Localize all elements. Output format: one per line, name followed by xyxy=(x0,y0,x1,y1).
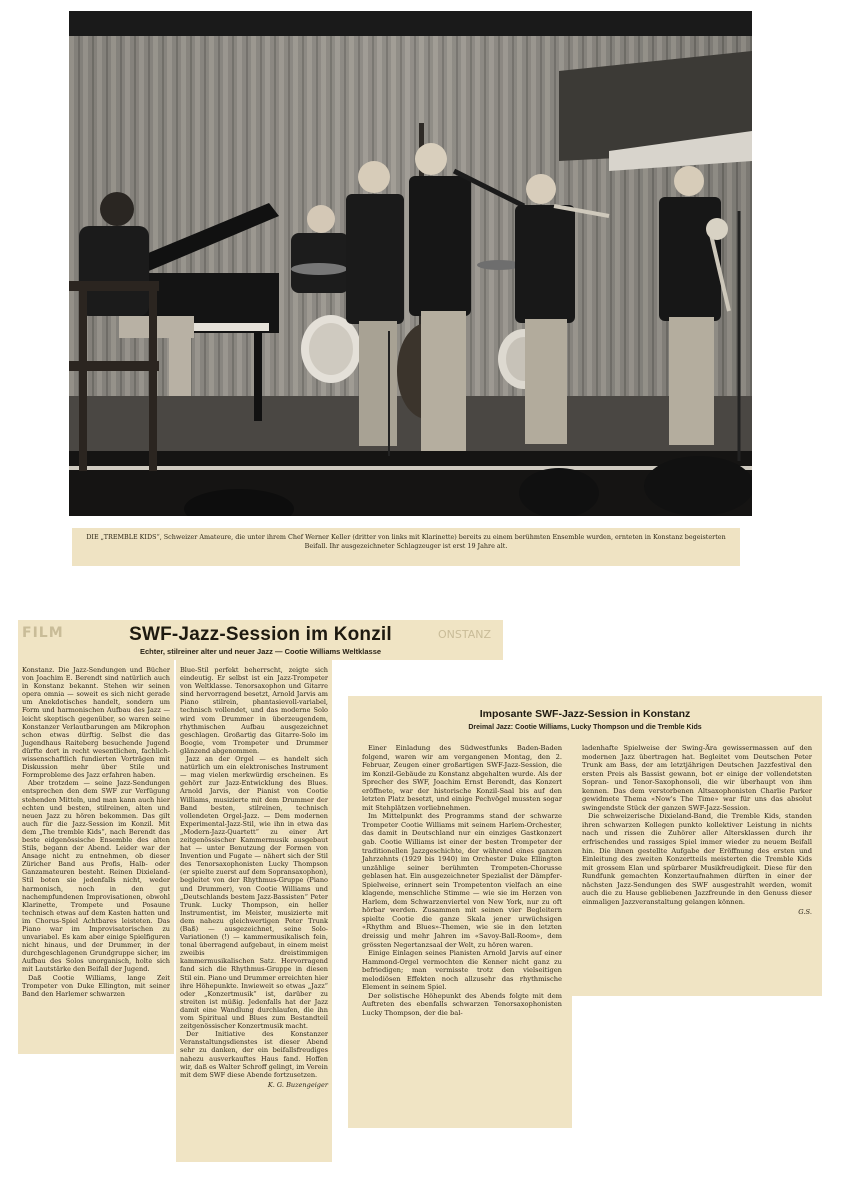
left-article-header xyxy=(18,620,503,660)
paragraph: Konstanz. Die Jazz-Sendungen und Bücher von Joachim E. Berendt sind natürlich auch in Konstanz bekannt. Stehen wir seinen opera omnia — soweit es sich nicht gerade um Anekdotisches handelt, sondern um Form und harmonischen Aufbau des Jazz — leicht skeptisch gegenüber, so waren seine Konstanzer Verlautbarungen am Mikrophon schon etwas dürftig. Selbst die das Jugendhaus Raiteberg besuchende Jugend dürfte dort in recht wesentlichen, fachlich-wissenschaftlich fundierten Vorträgen mit Diskussion mehr über Stile und Formprobleme des Jazz erfahren haben. xyxy=(22,666,170,780)
left-article-subtitle: Echter, stilreiner alter und neuer Jazz — Cootie Williams Weltklasse xyxy=(139,647,382,656)
paragraph: Der Initiative des Konstanzer Veranstaltungsdienstes ist dieser Abend sehr zu danken, der ein beifallsfreudiges nahezu ausverkauftes Haus fand. Hoffen wir, daß es Walter Schroff gelingt, im Verein mit dem SWF diese Abende fortzusetzen. xyxy=(180,1030,328,1079)
paragraph: ladenhafte Spielweise der Swing-Ära gewissermassen auf den modernen Jazz übertragen hat. Begleitet vom Deutschen Peter Trunk am Bass, der am letztjährigen Deutschen Jazzfestival den ersten Preis als Bassist gewann, bot er einige der vollendetsten Sopran- und Tenor-Saxophonsoli, die wir überhaupt von ihm kennen. Das dem verstorbenen Altsaxophonisten Charlie Parker gewidmete Thema «Now's The Time» war für uns das absolut swingendste Stück der ganzen SWF-Jazz-Session. xyxy=(582,744,812,812)
ghost-text-right: ONSTANZ xyxy=(438,628,492,641)
right-article-column-2 xyxy=(572,740,822,996)
paragraph: Einige Einlagen seines Pianisten Arnold Jarvis auf einer Hammond-Orgel vermochten die Kenner nicht ganz zu befriedigen; man vermisste trotz den vielseitigen melodiösen Effekten noch allzusehr das rhythmische Element in seinem Spiel. xyxy=(362,949,562,992)
right-article-header xyxy=(348,696,822,740)
paragraph: Im Mittelpunkt des Programms stand der schwarze Trompeter Cootie Williams mit seinem Harlem-Orchester, das damit in Deutschland nur ein einziges Gastkonzert gab. Cootie Williams ist einer der besten Trompeter der traditionellen Jazzgeschichte, der während eines ganzen Jahrzehnts (1929 bis 1940) im Orchester Duke Ellington unzählige seiner berühmten Trompeten-Chorusse geblasen hat. Ein ausgezeichneter Spezialist der Dämpfer-Spielweise, erinnert sein Trompetenton vielfach an eine klagende, menschliche Stimme — wie sie im Herzen von Harlem, dem Schwarzenviertel von New York, nur zu oft hörbar werden. Zusammen mit seinen vier Begleitern spielte Cootie die ganze Skala jener urwüchsigen «Rhythm and Blues»-Themen, wie sie in den letzten dreissig und mehr Jahren im «Savoy-Ball-Room», dem grössten Negertanzsaal der Welt, zu hören waren. xyxy=(362,812,562,949)
right-article-title: Imposante SWF-Jazz-Session in Konstanz xyxy=(479,708,691,720)
paragraph: Daß Cootie Williams, lange Zeit Trompeter von Duke Ellington, mit seiner Band den Harlemer schwarzen xyxy=(22,973,170,998)
paragraph: Die schweizerische Dixieland-Band, die Tremble Kids, standen ihren schwarzen Kollegen punkto kollektiver Leistung in nichts nach und rissen die Zuhörer aller Altersklassen durch ihr erfrischendes und rassiges Spiel immer wieder zu neuem Beifall hin. Die ihnen gestellte Aufgabe der Eröffnung des ersten und Einleitung des zweiten Konzertteils meisterten die Tremble Kids mit grossem Elan und spürbarer Musikfreudigkeit. Diese für den Rundfunk gemachten Konzertaufnahmen dürften in einer der nächsten Jazz-Sendungen des SWF ausgestrahlt werden, womit auch die zu Hause gebliebenen Jazzfreunde in den Genuss dieser einmaligen Jazzveranstaltung gelangen können. xyxy=(582,812,812,906)
left-article-title: SWF-Jazz-Session im Konzil xyxy=(129,624,392,645)
right-article-signature: G.S. xyxy=(798,908,812,917)
photo-caption xyxy=(72,528,740,566)
paragraph: Blue-Stil perfekt beherrscht, zeigte sich eindeutig. Er selbst ist ein Jazz-Trompeter von Weltklasse. Tenorsaxophon und Gitarre sind hervorragend besetzt, Arnold Jarvis am Piano stilrein, phantasievoll-variabel, technisch vollendet, und das moderne Solo wird vom Drummer in überzeugendem, rhythmischen Aufbau ausgezeichnet geschlagen. Großartig das Gitarre-Solo im Boogie, vom Trompeter und Drummer glänzend abgenommen. xyxy=(180,666,328,755)
photo-caption-text: DIE „TREMBLE KIDS“, Schweizer Amateure, die unter ihrem Chef Werner Keller (dritter von links mit Klarinette) bereits zu einem berühmten Ensemble wurden, ernteten in Konstanz begeisterten Beifall. Ihr ausgezeichneter Schlagzeuger ist erst 19 Jahre alt. xyxy=(86,533,726,550)
paragraph: Der solistische Höhepunkt des Abends folgte mit dem Auftreten des ebenfalls schwarzen Tenorsaxophonisten Lucky Thompson, der die bal- xyxy=(362,991,562,1017)
right-article-subtitle: Dreimal Jazz: Cootie Williams, Lucky Thompson und die Tremble Kids xyxy=(468,724,702,731)
paragraph: Jazz an der Orgel — es handelt sich natürlich um ein elektronisches Instrument — mag vielen merkwürdig erscheinen. Es gehört zur Jazz-Entwicklung des Blues. Arnold Jarvis, der Pianist von Cootie Williams, musizierte mit dem Drummer der Band besten, stilreinen, technisch vollendeten Orgel-Jazz. — Dem modernen Experimental-Jazz-Stil, wie ihn in etwa das „Modern-Jazz-Quartett“ zu einer Art zeitgenössischer Kammermusik ausgebaut hat — unter Benutzung der Formen von Invention und Fugate — nähert sich der Stil des Tenorsaxophonisten Lucky Thompson (er spielte zuerst auf dem Sopransaxophon), begleitet von der Rhythmus-Gruppe (Piano und Drummer), von Cootie Williams und „Deutschlands bestem Jazz-Bassisten“ Peter Trunk. Lucky Thompson, ein heller Instrumentist, im Meister, musizierte mit dem nahezu gleichwertigen Peter Trunk (Baß) — ausgezeichnet, seine Solo-Variationen (!) — kammermusikalisch fein, tonal überragend aufgebaut, in einem meist zweibis dreistimmigen kammermusikalischen Satz. Hervorragend fand sich die Rhythmus-Gruppe in diesen Stil ein. Piano und Drummer erreichten hier ihre Höhepunkte. Inwieweit so etwas „Jazz“ oder „Konzertmusik“ ist, darüber zu streiten ist müßig. Jedenfalls hat der Jazz damit eine Wandlung durchlaufen, die ihn vom Spiritual und Blues zum Bestandteil zeitgenössischer Konzertmusik macht. xyxy=(180,755,328,1031)
left-article-column-2 xyxy=(176,660,332,1162)
band-photo xyxy=(69,11,752,516)
right-article-column-1 xyxy=(348,740,572,1128)
band-photo-illustration xyxy=(69,11,752,516)
left-article-column-1 xyxy=(18,660,174,1054)
paragraph: Einer Einladung des Südwestfunks Baden-Baden folgend, waren wir am vergangenen Montag, den 2. Februar, Zeugen einer großartigen SWF-Jazz-Session, die im Konzil-Gebäude zu Konstanz abgehalten wurde. Als der Sprecher des SWF, Joachim Ernst Berendt, das Konzert eröffnete, war der historische Konzil-Saal bis auf den letzten Platz besetzt, und einige Pechvögel mussten sogar mit Stehplätzen vorliebnehmen. xyxy=(362,744,562,812)
ghost-text-left: FILM xyxy=(22,625,64,641)
left-article-signature: K. G. Buzengeiger xyxy=(267,1080,328,1089)
paragraph: Aber trotzdem — seine Jazz-Sendungen entsprechen den dem SWF zur Verfügung stehenden Mitteln, und man kann auch hier echten und besten, stilreinen, alten und neuen Jazz zu hören bekommen. Das gilt auch für die Jazz-Session im Konzil. Mit dem „The tremble Kids“, nach Berendt das beste eidgenössische Ensemble des alten Stils, begann der Abend. Leider war der Ansage nicht zu entnehmen, ob dieser Züricher Band aus Profis, Halb- oder Ganzamateuren besteht. Reinen Dixieland-Stil boten sie jedenfalls nicht, weder harmonisch, noch in den gut nachempfundenen Improvisationen, obwohl Klarinette, Trompete und Posaune technisch etwas auf dem Kasten hatten und im Chorus-Spiel Achtbares leisteten. Das Piano war im Improvisatorischen zu unvariabel. Es kam aber einige Spielfiguren nicht hinaus, und der Drummer, in der durchgeschlagenen Grundgruppe sicher, im Aufbau des Solos unorganisch, holte sich mit Lautstärke den Beifall der Jugend. xyxy=(22,779,170,974)
